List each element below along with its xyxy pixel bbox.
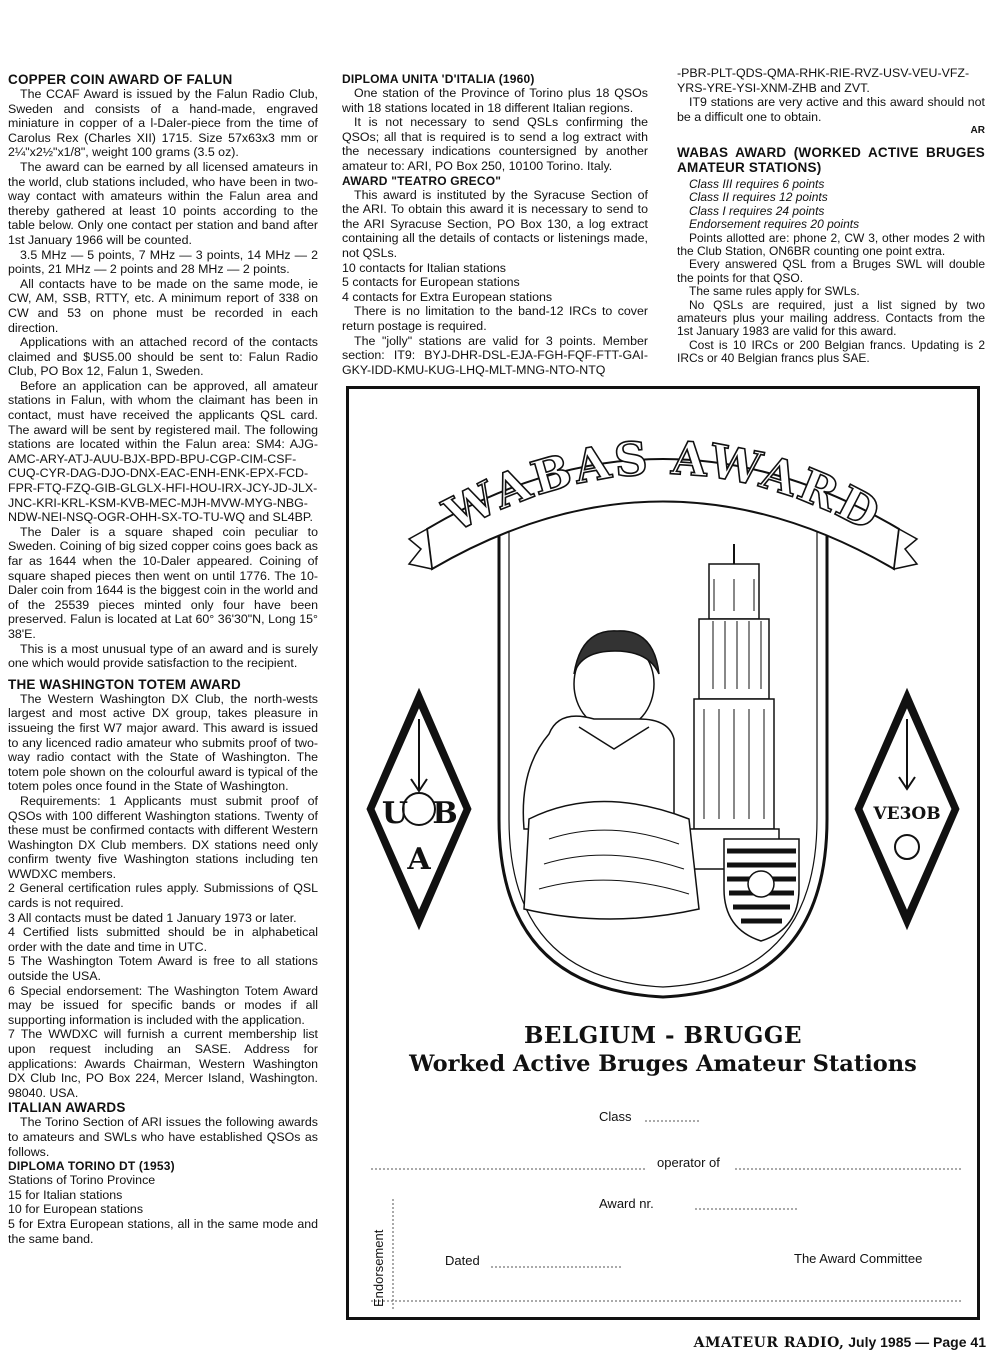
issue-and-page: July 1985 — Page 41	[848, 1334, 986, 1350]
author-initials: AR	[970, 125, 985, 137]
paragraph: The Torino Section of ARI issues the following awards to amateurs and SWLs who have established QSOs as follows.	[8, 1115, 318, 1159]
page-footer	[694, 1334, 986, 1351]
lace-maker-figure	[523, 631, 699, 919]
list-item: 6 Special endorsement: The Washington Totem Award may be issued for specific bands or modes if all supporting information is included with the application.	[8, 983, 318, 1027]
paragraph: This is a most unusual type of an award and is surely one which would provide satisfaction to the recipient.	[8, 641, 318, 671]
heading-wabas-award: WABAS AWARD (WORKED ACTIVE BRUGES AMATEUR STATIONS)	[677, 144, 985, 175]
certificate-artwork	[349, 389, 977, 1317]
paragraph: Requirements: 1 Applicants must submit proof of QSOs with 100 different Washington stations. Twenty of these must be confirmed contacts with different Western Washington DX Club members. DX stations need only confirm twenty five Washington stations including ten WWDXC members.	[8, 793, 318, 881]
list-item: 5 for Extra European stations, all in the same mode and the same band.	[8, 1216, 318, 1246]
paragraph: The award can be earned by all licensed amateurs in the world, club stations included, who have been in two-way contact with amateurs within the Falun area and thereby gathered at least 10 points according to the table below. Only one contact per station and band after 1st January 1966 will be counted.	[8, 159, 318, 247]
column-left	[8, 72, 318, 1246]
paragraph: The Western Washington DX Club, the north-wests largest and most active DX group, takes pleasure in issueing the first W7 major award. This award is issued to any licenced radio amateur who submits proof of two-way radio contact with the State of Washington. The totem pole shown on the colourful award is typical of the totem poles once found in the State of Washington.	[8, 691, 318, 794]
list-item: 7 The WWDXC will furnish a current membership list upon request including an SASE. Address for applications: Awards Chairman, Western Washington DX Club Inc, PO Box 224, Mercer Island, Washington. 98040. USA.	[8, 1027, 318, 1100]
wabas-body	[677, 178, 985, 366]
dated-label: Dated	[445, 1253, 480, 1268]
paragraph: IT9 stations are very active and this award should not be a difficult one to obtain.	[677, 95, 985, 124]
bruges-coat-of-arms	[724, 839, 799, 941]
paragraph: The "jolly" stations are valid for 3 points. Member section: IT9: BYJ-DHR-DSL-EJA-FGH-FQF-FTT-GAI-GKY-IDD-KMU-KUG-LHQ-MLT-MNG-NTO-NTQ	[342, 333, 648, 377]
paragraph: Before an application can be approved, all amateur stations in Falun, with whom the claimant has been in contact, must have received the applicants QSL card. The award will be sent by registered mail. The following stations are located within the Falun area: SM4: AJG-AMC-ARY-ATJ-AUU-BJX-BPD-BPU-CGP-CIM-CSF-CUQ-CYR-DAG-DJO-DNX-EAC-ENH-ENK-EPX-FCD-FPR-FTQ-FZQ-GIB-GLGLX-HFI-HOU-IRX-JCY-JD-JLX-JNC-KRI-KRL-KSM-KVB-MEC-MJH-MVW-MYG-NBG-NDW-NEI-NSQ-OGR-OHH-SX-TO-TU-WQ and SL4BP.	[8, 378, 318, 525]
uba-emblem	[367, 689, 471, 929]
uba-letter-b: B	[432, 796, 458, 831]
list-item: Class III requires 6 points	[689, 176, 825, 191]
list-item: Class I requires 24 points	[689, 203, 825, 218]
list-item: Class II requires 12 points	[689, 190, 828, 205]
list-item: 3 All contacts must be dated 1 January 1973 or later.	[8, 910, 297, 925]
paragraph: The CCAF Award is issued by the Falun Radio Club, Sweden and consists of a hand-made, engraved miniature in copper of a l-Daler-piece from the time of Carolus Rex (Charles XII) 1715. Size 57x63x3 mm or 2¼"x2½"x1/8", weight 100 grams (3.5 oz).	[8, 87, 318, 160]
wabas-certificate	[346, 386, 980, 1320]
paragraph: Points allotted are: phone 2, CW 3, other modes 2 with the Club Station, ON6BR counting one point extra.	[677, 230, 985, 258]
paragraph: The same rules apply for SWLs.	[689, 284, 860, 299]
award-number-label: Award nr.	[599, 1196, 654, 1211]
belfry-tower	[689, 544, 779, 869]
paragraph: 3.5 MHz — 5 points, 7 MHz — 3 points, 14 MHz — 2 points, 21 MHz — 2 points and 28 MHz — 2 points.	[8, 247, 318, 277]
list-item: Endorsement requires 20 points	[689, 217, 860, 232]
operator-field-label: operator of	[657, 1155, 720, 1170]
list-item: 10 contacts for Italian stations	[342, 260, 506, 275]
column-middle	[342, 72, 648, 377]
paragraph: It is not necessary to send QSLs confirming the QSOs; all that is required is to send a log extract with the necessary indications countersigned by another amateur to: ARI, PO Box 250, 10100 Torino. Italy.	[342, 115, 648, 173]
list-item: 4 Certified lists submitted should be in alphabetical order with the date and time in UTC.	[8, 925, 318, 954]
list-item: 5 contacts for European stations	[342, 275, 520, 290]
uba-letter-u: U	[381, 796, 409, 831]
heading-teatro-greco: AWARD "TEATRO GRECO"	[342, 173, 502, 188]
heading-diploma-unita-italia: DIPLOMA UNITA 'D'ITALIA (1960)	[342, 72, 535, 86]
heading-italian-awards: ITALIAN AWARDS	[8, 1100, 126, 1116]
paragraph: Every answered QSL from a Bruges SWL will double the points for that QSO.	[677, 257, 985, 285]
column-right	[677, 66, 985, 366]
heading-copper-coin-award: COPPER COIN AWARD OF FALUN	[8, 72, 233, 87]
certificate-title: BELGIUM - BRUGGE	[523, 1022, 803, 1049]
paragraph: This award is instituted by the Syracuse Section of the ARI. To obtain this award it is necessary to send to the ARI Syracuse Section, PO Box 130, a log extract containing all the details of contacts or listenings made, not QSLs.	[342, 187, 648, 260]
paragraph: No QSLs are required, just a list signed by two amateurs plus your mailing address. Contacts from the 1st January 1983 are valid for this award.	[677, 297, 985, 339]
banner-title: WABAS AWARD	[435, 430, 891, 543]
award-committee-label: The Award Committee	[794, 1251, 923, 1266]
paragraph: Applications with an attached record of the contacts claimed and $US5.00 should be sent to: Falun Radio Club, PO Box 12, Falun 1, Sweden.	[8, 335, 318, 379]
paragraph: One station of the Province of Torino plus 18 QSOs with 18 stations located in 18 different Italian regions.	[342, 86, 648, 115]
certificate-subtitle: Worked Active Bruges Amateur Stations	[409, 1051, 917, 1077]
endorsement-label: Endorsement	[371, 1229, 386, 1307]
list-item: Stations of Torino Province	[8, 1173, 156, 1188]
list-item: 10 for European stations	[8, 1202, 144, 1217]
heading-washington-totem-award: THE WASHINGTON TOTEM AWARD	[8, 676, 241, 692]
paragraph: Cost is 10 IRCs or 200 Belgian francs. Updating is 2 IRCs or 40 Belgian francs plus SAE.	[677, 337, 985, 366]
ve3ob-label: VE3OB	[873, 804, 941, 824]
uba-letter-a: A	[407, 842, 431, 877]
paragraph: -PBR-PLT-QDS-QMA-RHK-RIE-RVZ-USV-VEU-VFZ-YRS-YRE-YSI-XNM-ZHB and ZVT.	[677, 66, 970, 95]
ve3ob-emblem	[855, 689, 959, 929]
list-item: 2 General certification rules apply. Submissions of QSL cards is not required.	[8, 881, 318, 911]
paragraph: All contacts have to be made on the same mode, ie CW, AM, SSB, RTTY, etc. A minimum report of 338 on CW and 53 on phone must be recorded in each direction.	[8, 276, 318, 335]
list-item: 4 contacts for Extra European stations	[342, 289, 553, 304]
magazine-name: AMATEUR RADIO,	[693, 1335, 845, 1351]
class-field-label: Class	[599, 1109, 632, 1124]
paragraph: The Daler is a square shaped coin peculiar to Sweden. Coining of big sized copper coins goes back as far as 1644 when the 10-Daler appeared. Coining of square shaped pieces then went on until 1776. The 10-Daler coin from 1644 is the biggest coin in the world and of the 25539 pieces minted only four have been preserved. Falun is located at Lat 60° 36'30"N, Long 15° 38'E.	[8, 524, 318, 641]
heading-diploma-torino: DIPLOMA TORINO DT (1953)	[8, 1159, 175, 1174]
list-item: 5 The Washington Totem Award is free to all stations outside the USA.	[8, 954, 318, 984]
paragraph: There is no limitation to the band-12 IRCs to cover return postage is required.	[342, 304, 648, 333]
list-item: 15 for Italian stations	[8, 1187, 123, 1202]
